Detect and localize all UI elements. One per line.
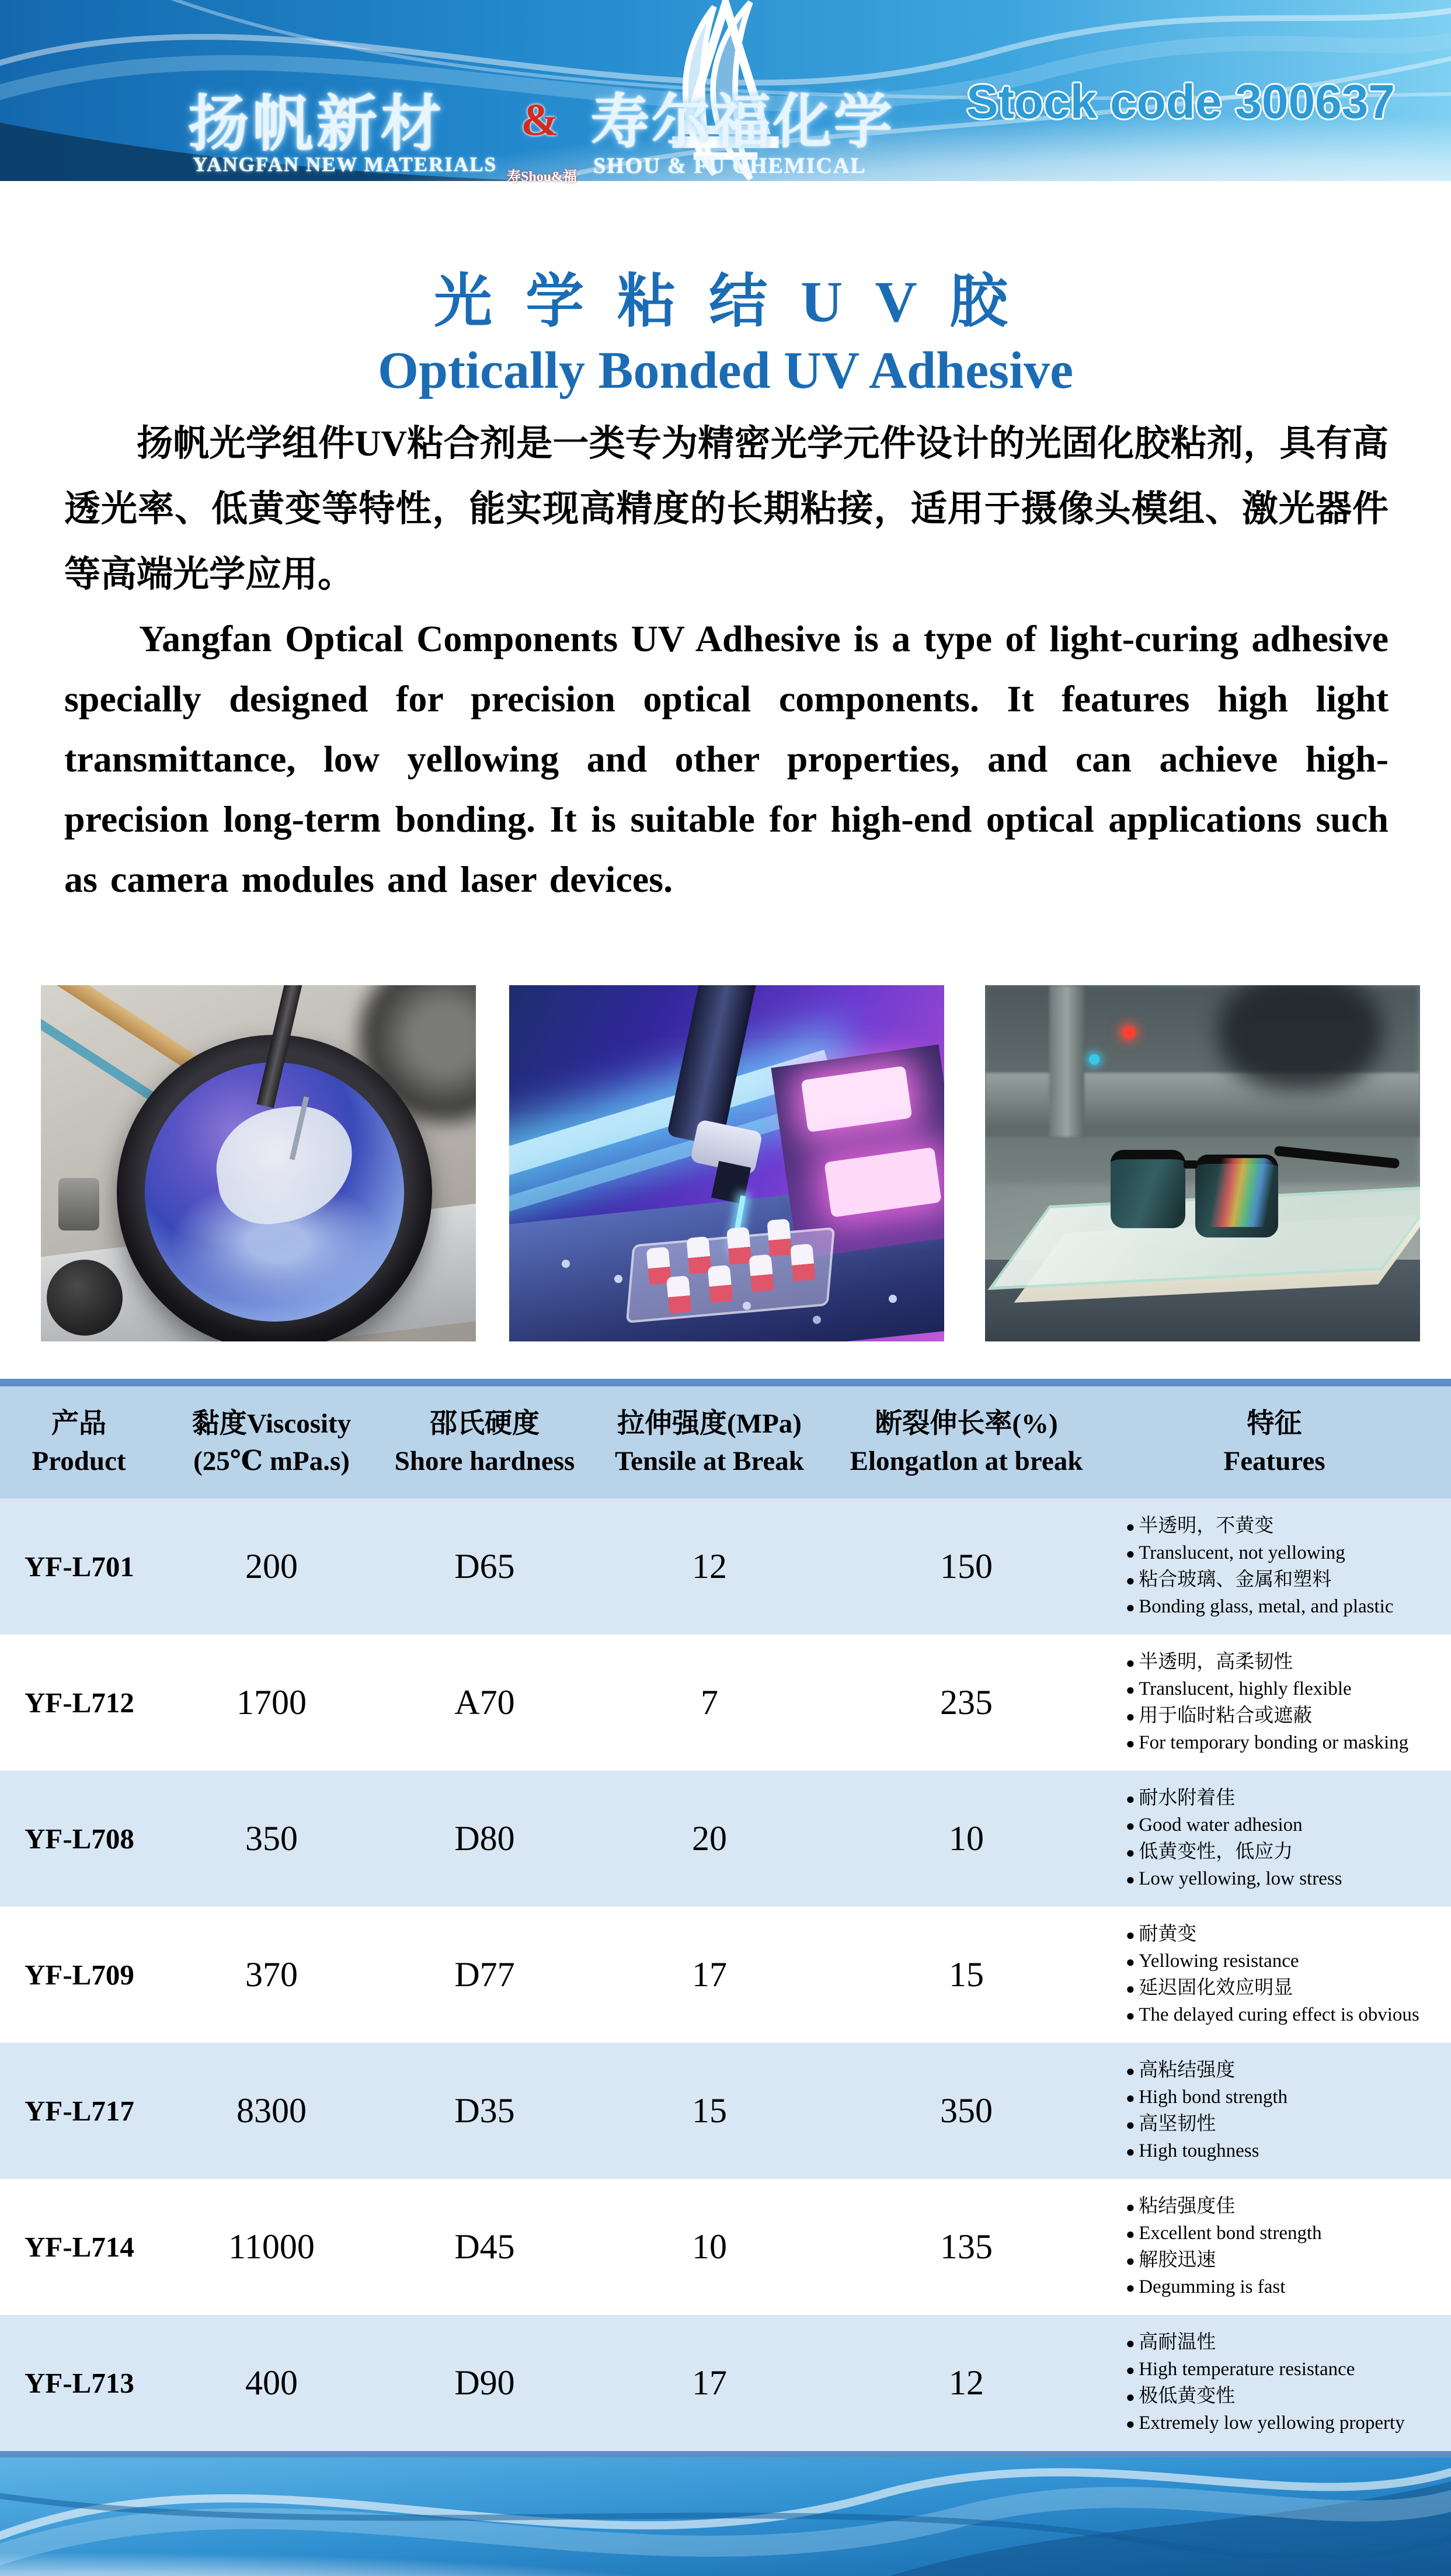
features-list [1126, 1921, 1419, 2029]
feature-item: ● Degumming is fast [1126, 2274, 1322, 2301]
shoufu-ampersand-mark: & [521, 94, 559, 145]
viscosity-value: 200 [245, 1547, 298, 1586]
machine-post [1049, 985, 1084, 1137]
product-name: YF-L713 [25, 2367, 134, 2399]
hardness-value: D45 [454, 2227, 515, 2266]
product-name: YF-L708 [25, 1823, 134, 1855]
feature-item: ● Excellent bond strength [1126, 2220, 1322, 2247]
intro-paragraph-en: Yangfan Optical Components UV Adhesive is a type of light-curing adhesive specially designed for precision optical components. It features high light transmittance, low yellowing and other properties, and can achieve high-precision long-term bonding. It is suitable for high-end optical applications such as camera modules and laser devices. [64, 618, 1389, 900]
tensile-value: 15 [692, 2091, 727, 2130]
features-cell [1098, 1635, 1451, 1771]
col-header-cn: 断裂伸长率(%) [875, 1409, 1058, 1439]
product-name: YF-L717 [25, 2095, 134, 2127]
col-header-tensile [584, 1386, 835, 1499]
page-title-cn: 光 学 粘 结 U V 胶 [434, 269, 1017, 334]
feature-item: ● 粘结强度佳 [1126, 2193, 1322, 2220]
features-list [1126, 1649, 1408, 1757]
table-header-row [0, 1386, 1451, 1499]
features-list [1126, 2193, 1322, 2301]
col-header-hardness [385, 1386, 584, 1499]
features-cell [1098, 1499, 1451, 1635]
yangfan-logo-cn: 扬帆新材 [188, 91, 446, 158]
feature-item: ● 耐黄变 [1126, 1921, 1419, 1948]
feature-item: ● 半透明，不黄变 [1126, 1513, 1394, 1540]
col-header-features [1098, 1386, 1451, 1499]
feature-item: ● 耐水附着佳 [1126, 1785, 1342, 1812]
hardness-value: A70 [454, 1683, 515, 1722]
shoufu-logo-cn: 寿尔福化学 [591, 90, 895, 155]
instrument-knob-small [58, 1178, 99, 1230]
table-rivets [562, 1260, 570, 1268]
features-cell [1098, 2179, 1451, 2315]
col-header-cn: 特征 [1247, 1409, 1302, 1439]
viscosity-value: 400 [245, 2363, 298, 2402]
viscosity-value: 370 [245, 1955, 298, 1994]
feature-item: ● 高坚韧性 [1126, 2111, 1288, 2138]
feature-item: ● 用于临时粘合或遮蔽 [1126, 1703, 1408, 1730]
features-cell [1098, 1771, 1451, 1907]
feature-item: ● High toughness [1126, 2138, 1288, 2165]
page-title-en: Optically Bonded UV Adhesive [377, 341, 1074, 399]
header-banner [0, 0, 1451, 185]
feature-item: ● 极低黄变性 [1126, 2383, 1405, 2410]
feature-item: ● 半透明，高柔韧性 [1126, 1649, 1408, 1676]
table-row [0, 2043, 1451, 2179]
table-row [0, 1771, 1451, 1907]
feature-item: ● Low yellowing, low stress [1126, 1866, 1342, 1893]
elongation-value: 10 [949, 1819, 984, 1858]
col-header-elongation [835, 1386, 1098, 1499]
feature-item: ● Good water adhesion [1126, 1812, 1342, 1839]
features-cell [1098, 2043, 1451, 2179]
yangfan-logo-en: YANGFAN NEW MATERIALS [193, 153, 497, 176]
elongation-value: 350 [940, 2091, 993, 2130]
col-header-cn: 黏度Viscosity [192, 1409, 352, 1439]
features-list [1126, 2330, 1405, 2437]
features-list [1126, 1513, 1394, 1621]
product-name: YF-L712 [25, 1687, 134, 1719]
product-name: YF-L709 [25, 1959, 134, 1991]
table-row [0, 2179, 1451, 2315]
sunglasses-left-lens [1111, 1150, 1185, 1228]
feature-item: ● Bonding glass, metal, and plastic [1126, 1594, 1394, 1621]
sunglasses-bridge [1184, 1160, 1198, 1169]
features-cell [1098, 1907, 1451, 2043]
viscosity-value: 11000 [228, 2227, 315, 2266]
feature-item: ● High bond strength [1126, 2084, 1288, 2111]
feature-item: ● 高耐温性 [1126, 2330, 1405, 2356]
col-header-en: Shore hardness [394, 1446, 575, 1476]
tensile-value: 7 [701, 1683, 718, 1722]
tensile-value: 17 [692, 2363, 727, 2402]
col-header-en: Product [32, 1446, 126, 1476]
col-header-viscosity [158, 1386, 385, 1499]
elongation-value: 15 [949, 1955, 984, 1994]
tensile-value: 17 [692, 1955, 727, 1994]
feature-item: ● For temporary bonding or masking [1126, 1730, 1408, 1757]
hardness-value: D80 [454, 1819, 515, 1858]
viscosity-value: 350 [245, 1819, 298, 1858]
lens-adhesive-photo [41, 985, 476, 1341]
col-header-cn: 产品 [51, 1409, 106, 1439]
feature-item: ● The delayed curing effect is obvious [1126, 2002, 1419, 2029]
hardness-value: D65 [454, 1547, 515, 1586]
hardness-value: D77 [454, 1955, 515, 1994]
vials [639, 1215, 833, 1319]
feature-item: ● 延迟固化效应明显 [1126, 1975, 1419, 2002]
tensile-value: 10 [692, 2227, 727, 2266]
product-name: YF-L701 [25, 1551, 134, 1583]
footer-banner [0, 2457, 1451, 2576]
col-header-cn: 拉伸强度(MPa) [617, 1409, 802, 1439]
stock-code-text: Stock code 300637 [966, 75, 1395, 128]
feature-item: ● 高粘结强度 [1126, 2057, 1288, 2084]
features-cell [1098, 2315, 1451, 2451]
rainbow-reflection [1202, 1158, 1275, 1227]
features-list [1126, 1785, 1342, 1893]
features-list [1126, 2057, 1288, 2165]
viscosity-value: 8300 [236, 2091, 307, 2130]
elongation-value: 12 [949, 2363, 984, 2402]
viscosity-value: 1700 [236, 1683, 307, 1722]
footer-wave-art [0, 2457, 1451, 2576]
table-body [0, 1499, 1451, 2451]
table-row [0, 1499, 1451, 1635]
table-top-border [0, 1379, 1451, 1386]
product-photos-row [0, 985, 1451, 1341]
col-header-cn: 邵氏硬度 [430, 1409, 540, 1439]
col-header-en: (25℃ mPa.s) [193, 1446, 350, 1476]
red-indicator-light [1122, 1026, 1135, 1039]
hardness-value: D35 [454, 2091, 515, 2130]
logo-group [0, 0, 1451, 185]
tensile-value: 12 [692, 1547, 727, 1586]
elongation-value: 150 [940, 1547, 993, 1586]
col-header-en: Elongatlon at break [850, 1446, 1083, 1476]
blurred-operator [1219, 985, 1382, 1090]
col-header-product [0, 1386, 158, 1499]
table-row [0, 1907, 1451, 2043]
tensile-value: 20 [692, 1819, 727, 1858]
hardness-value: D90 [454, 2363, 515, 2402]
feature-item: ● 低黄变性，低应力 [1126, 1839, 1342, 1866]
feature-item: ● Translucent, not yellowing [1126, 1540, 1394, 1567]
feature-item: ● Extremely low yellowing property [1126, 2410, 1405, 2437]
col-header-en: Tensile at Break [615, 1446, 804, 1476]
instrument-knob [47, 1260, 123, 1336]
product-name: YF-L714 [25, 2231, 134, 2263]
table-row [0, 1635, 1451, 1771]
col-header-en: Features [1223, 1446, 1325, 1476]
feature-item: ● Translucent, highly flexible [1126, 1676, 1408, 1703]
spec-table [0, 1379, 1451, 2459]
shoufu-logo-subtext: 寿Shou&福 [507, 169, 577, 185]
sunglasses-inspection-photo [985, 985, 1420, 1341]
table-row [0, 2315, 1451, 2451]
feature-item: ● Yellowing resistance [1126, 1948, 1419, 1975]
blue-indicator-light [1089, 1054, 1099, 1065]
elongation-value: 135 [940, 2227, 993, 2266]
elongation-value: 235 [940, 1683, 993, 1722]
intro-paragraph-cn: 扬帆光学组件UV粘合剂是一类专为精密光学元件设计的光固化胶粘剂，具有高透光率、低黄变等特性，能实现高精度的长期粘接，适用于摄像头模组、激光器件等高端光学应用。 [64, 424, 1389, 595]
feature-item: ● High temperature resistance [1126, 2356, 1405, 2383]
uv-dispensing-machine-photo [509, 985, 944, 1341]
shoufu-logo-en: SHOU & FU CHEMICAL [593, 154, 867, 178]
feature-item: ● 解胶迅速 [1126, 2247, 1322, 2274]
feature-item: ● 粘合玻璃、金属和塑料 [1126, 1567, 1394, 1594]
